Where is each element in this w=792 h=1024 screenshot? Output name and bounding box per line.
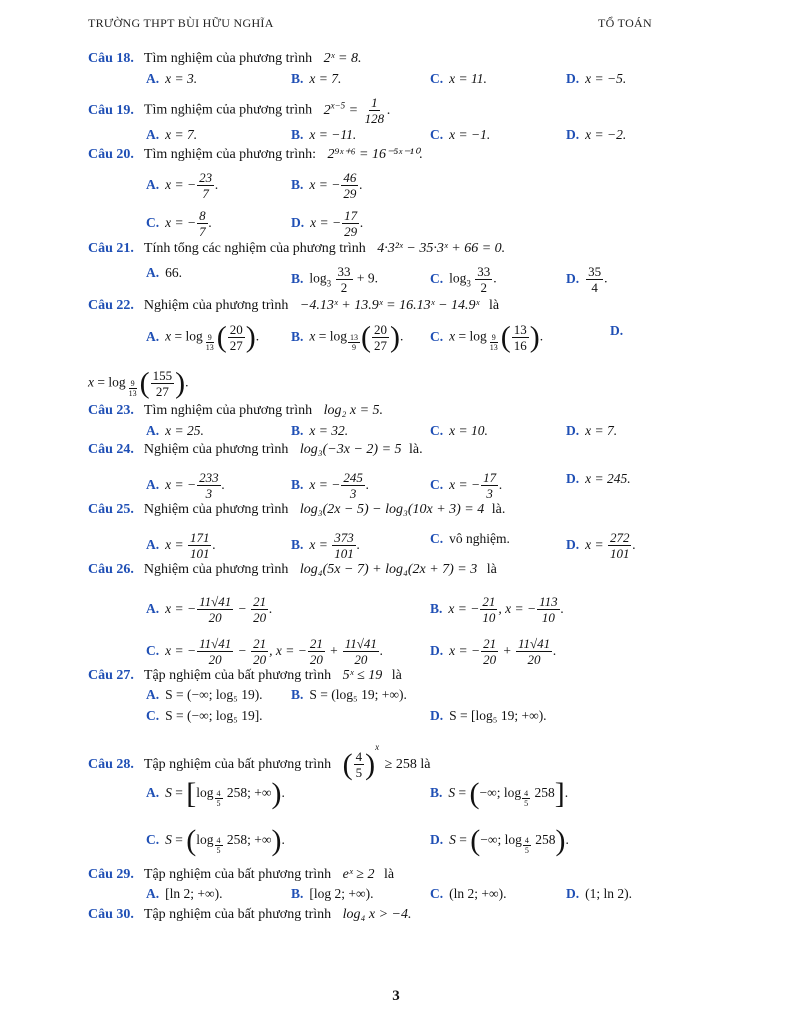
question-text: Tập nghiệm của bất phương trình	[143, 867, 332, 882]
option-c[interactable]: C. x = 11.	[430, 71, 487, 86]
question-number: Câu 27.	[88, 668, 134, 683]
question-text: Tập nghiệm của bất phương trình	[143, 907, 332, 922]
option-c[interactable]: C. $\log_3$ $\frac{33}{2}$ .	[430, 264, 497, 295]
option-a[interactable]: A. [ln 2; +∞).	[146, 886, 223, 901]
option-a[interactable]: A. x = − $\frac{23}{7}$ .	[146, 170, 219, 201]
option-b[interactable]: B. x = log $_{\frac{13}{9}}$ ( $\frac{20}{27}$ ).	[291, 320, 404, 354]
question-18	[88, 50, 362, 68]
option-d[interactable]: D. x = −5.	[566, 71, 627, 86]
option-a[interactable]: A. x = $\frac{171}{101}$ .	[146, 530, 216, 561]
option-c[interactable]: C. S = (log $_{\frac{4}{5}}$ 258; +∞).	[146, 824, 285, 857]
question-text: Tìm nghiệm của phương trình	[143, 102, 313, 118]
option-b[interactable]: B. x = −11.	[291, 127, 357, 142]
option-c[interactable]: C. x = − $\frac{17}{3}$ .	[430, 470, 503, 501]
equation: 5ˣ ≤ 19	[342, 668, 383, 683]
question-23	[88, 402, 383, 420]
question-text: Nghiệm của phương trình	[143, 442, 289, 457]
equation: log₂ x = 5.	[323, 403, 384, 418]
equation: log₄(5x − 7) + log₄(2x + 7) = 3	[299, 562, 478, 577]
option-b[interactable]: B. x = − $\frac{21}{10}$ , x = − $\frac{113}{10}$ .	[430, 594, 564, 625]
option-a[interactable]: A. x = 25.	[146, 423, 204, 438]
option-c[interactable]: C. x = − $\frac{11√41}{20}$ − $\frac{21}{20}$ , x = − $\frac{21}{20}$ + $\frac{11√41}{20}$ .	[146, 636, 384, 667]
page-number: 3	[392, 988, 400, 1004]
option-b[interactable]: B. x = − $\frac{245}{3}$ .	[291, 470, 370, 501]
option-b[interactable]: B. [log 2; +∞).	[291, 886, 374, 901]
option-a[interactable]: A. 66.	[146, 265, 182, 280]
question-number: Câu 24.	[88, 442, 134, 457]
question-27: Câu 27. Tập nghiệm của bất phương trình 5ˣ ≤ 19 là	[88, 668, 402, 683]
option-a[interactable]: A. x = − $\frac{11√41}{20}$ − $\frac{21}{20}$ .	[146, 594, 273, 625]
equation: log₃(2x − 5) − log₃(10x + 3) = 4	[299, 502, 485, 517]
question-text: Tìm nghiệm của phương trình:	[143, 147, 316, 162]
option-d[interactable]: D. x = $\frac{272}{101}$ .	[566, 530, 636, 561]
question-20	[88, 146, 423, 164]
equation: log₄ x > −4.	[342, 907, 412, 922]
question-22: Câu 22. Nghiệm của phương trình −4.13ˣ + 13.9ˣ = 16.13ˣ − 14.9ˣ là	[88, 298, 500, 313]
question-number: Câu 30.	[88, 907, 134, 922]
option-c[interactable]: C. x = − $\frac{8}{7}$ .	[146, 208, 212, 239]
department-name: TỔ TOÁN	[598, 16, 652, 30]
equation: 2ˣ = 8.	[323, 51, 362, 66]
question-number: Câu 21.	[88, 241, 134, 256]
question-25: Câu 25. Nghiệm của phương trình log₃(2x − 5) − log₃(10x + 3) = 4 là.	[88, 502, 506, 517]
option-d[interactable]: D. S = (−∞; log $_{\frac{4}{5}}$ 258).	[430, 824, 569, 857]
question-number: Câu 25.	[88, 502, 134, 517]
equation: −4.13ˣ + 13.9ˣ = 16.13ˣ − 14.9ˣ	[299, 298, 480, 313]
option-d[interactable]: D. x = − $\frac{21}{20}$ + $\frac{11√41}{20}$ .	[430, 636, 557, 667]
option-a[interactable]: A. x = − $\frac{233}{3}$ .	[146, 470, 225, 501]
equation: 2⁹ˣ⁺⁶ = 16⁻⁵ˣ⁻¹⁰.	[327, 147, 423, 162]
question-number: Câu 29.	[88, 867, 134, 882]
question-28: Câu 28. Tập nghiệm của bất phương trình ( $\frac{4}{5}$ )$^x$ ≥ 258 là	[88, 742, 431, 781]
question-text: Tập nghiệm của bất phương trình	[143, 668, 332, 683]
question-text: Tập nghiệm của bất phương trình	[143, 757, 332, 772]
option-d[interactable]: D.	[610, 323, 624, 338]
equation: log₃(−3x − 2) = 5	[299, 442, 402, 457]
option-c[interactable]: C. x = −1.	[430, 127, 491, 142]
question-number: Câu 28.	[88, 757, 134, 772]
question-text: Nghiệm của phương trình	[143, 298, 289, 313]
option-d[interactable]: D. x = 7.	[566, 423, 618, 438]
equation: $2^{x-5}$ = $\frac{1}{128}$ .	[323, 95, 391, 126]
question-number: Câu 23.	[88, 403, 134, 418]
option-b[interactable]: B. S = (−∞; log $_{\frac{4}{5}}$ 258].	[430, 777, 569, 810]
option-b[interactable]: B. $\log_3$ $\frac{33}{2}$ + 9.	[291, 264, 379, 295]
equation: eˣ ≥ 2	[342, 867, 375, 882]
equation: 4·3²ˣ − 35·3ˣ + 66 = 0.	[377, 241, 506, 256]
option-c[interactable]: C. vô nghiệm.	[430, 531, 510, 546]
question-30	[88, 906, 412, 924]
equation: ( $\frac{4}{5}$ )$^x$	[342, 742, 380, 781]
option-c[interactable]: C. x = log $_{\frac{9}{13}}$ ( $\frac{13}{16}$ ).	[430, 320, 544, 354]
option-d[interactable]: D. x = −2.	[566, 127, 627, 142]
option-b[interactable]: B. x = 7.	[291, 71, 342, 86]
question-text: Nghiệm của phương trình	[143, 562, 289, 577]
question-text: Tìm nghiệm của phương trình	[143, 403, 313, 418]
option-a[interactable]: A. S = [log $_{\frac{4}{5}}$ 258; +∞).	[146, 777, 285, 810]
option-a[interactable]: A. x = 7.	[146, 127, 198, 142]
question-24: Câu 24. Nghiệm của phương trình log₃(−3x − 2) = 5 là.	[88, 442, 423, 457]
option-b[interactable]: B. x = 32.	[291, 423, 349, 438]
question-29: Câu 29. Tập nghiệm của bất phương trình eˣ ≥ 2 là	[88, 867, 395, 882]
question-number: Câu 20.	[88, 147, 134, 162]
question-26: Câu 26. Nghiệm của phương trình log₄(5x − 7) + log₄(2x + 7) = 3 là	[88, 562, 497, 577]
question-number: Câu 22.	[88, 298, 134, 313]
option-d[interactable]: D. x = − $\frac{17}{29}$ .	[291, 208, 364, 239]
option-a[interactable]: A. x = log $_{\frac{9}{13}}$ ( $\frac{20}{27}$ ).	[146, 320, 260, 354]
option-b[interactable]: B. x = $\frac{373}{101}$ .	[291, 530, 361, 561]
option-c[interactable]: C. x = 10.	[430, 423, 488, 438]
question-19	[88, 95, 391, 126]
question-21	[88, 240, 505, 258]
option-d[interactable]: D. $\frac{35}{4}$ .	[566, 264, 608, 295]
option-d[interactable]: D. x = 245.	[566, 471, 631, 486]
option-a[interactable]: A. S = (−∞; log₅ 19).	[146, 687, 263, 702]
question-number: Câu 19.	[88, 102, 134, 118]
option-c[interactable]: C. (ln 2; +∞).	[430, 886, 507, 901]
option-d[interactable]: D. (1; ln 2).	[566, 886, 632, 901]
question-text: Tìm nghiệm của phương trình	[143, 51, 313, 66]
option-b[interactable]: B. x = − $\frac{46}{29}$ .	[291, 170, 363, 201]
question-text: Tính tổng các nghiệm của phương trình	[143, 241, 366, 256]
option-b[interactable]: B. S = (log₅ 19; +∞).	[291, 687, 407, 702]
school-name: TRƯỜNG THPT BÙI HỮU NGHĨA	[88, 16, 274, 30]
question-number: Câu 18.	[88, 51, 134, 66]
option-a[interactable]: A. x = 3.	[146, 71, 198, 86]
question-text: Nghiệm của phương trình	[143, 502, 289, 517]
option-d[interactable]: D. S = [log₅ 19; +∞).	[430, 708, 547, 723]
question-number: Câu 26.	[88, 562, 134, 577]
option-c[interactable]: C. S = (−∞; log₅ 19].	[146, 708, 263, 723]
